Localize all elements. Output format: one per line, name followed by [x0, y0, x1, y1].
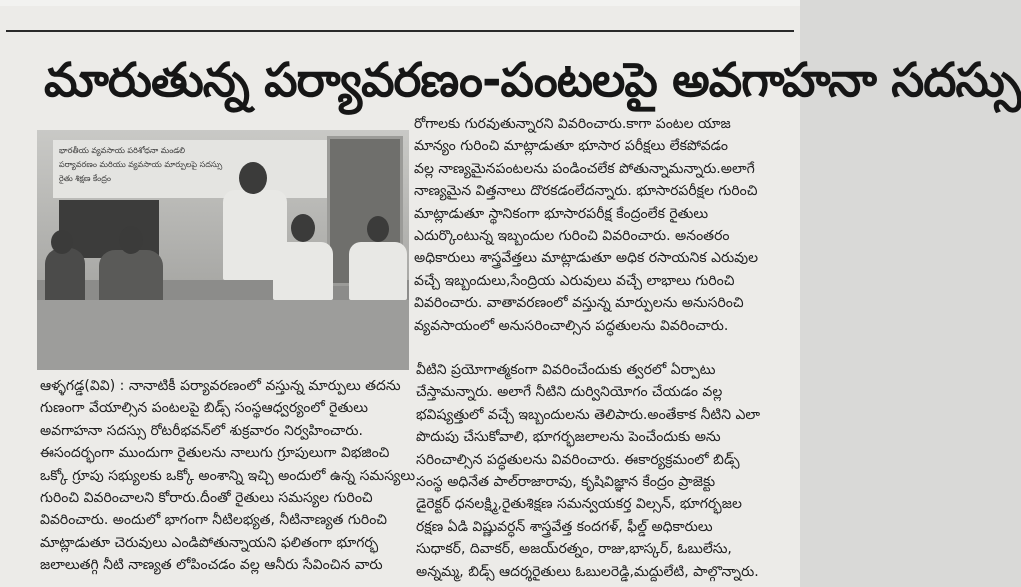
article-line: వివరించారు. వాతావరణంలో వస్తున్న మార్పులను అనుసరించి — [414, 295, 744, 312]
article-line: సంస్థ అధినేత పాల్‌రాజారావు, కృషివిజ్ఞాన కేంద్రం ప్రాజెక్టు — [416, 473, 716, 490]
banner-line: భారతీయ వ్యవసాయ పరిశోధనా మండలి — [59, 146, 186, 155]
article-column-right-top — [414, 113, 786, 337]
article-line: ఒక్కో గ్రూపు సభ్యులకు ఒక్కో అంశాన్ని ఇచ్చి అందులో ఉన్న సమస్యలు — [40, 467, 416, 484]
article-line: రోగాలకు గురవుతున్నారని వివరించారు.కాగా పంటల యాజ — [414, 116, 731, 132]
article-line: వల్ల నాణ్యమైనపంటలను పండించలేక పోతున్నామన్నారు.అలాగే — [414, 160, 755, 177]
article-line: గురించి వివరించాలని కోరారు.దీంతో రైతులు సమస్యల గురించి — [40, 489, 373, 506]
article-line: ఆళ్ళగడ్డ(వివి) : నానాటికీ పర్యావరణంలో వస్తున్న మార్పులు తదను — [40, 378, 401, 394]
article-line: డైరెక్టర్ ధనలక్ష్మి,రైతుశిక్షణ సమన్వయకర్త విల్సన్, భూగర్భజల — [416, 496, 742, 513]
banner-line: రైతు శిక్షణ కేంద్రం — [59, 174, 111, 183]
article-line: అన్నమ్మ, బిడ్స్ ఆదర్శరైతులు ఓబులరెడ్డి,మద్దులేటి, పాల్గొన్నారు. — [416, 563, 759, 580]
article-line: అధికారులు శాస్త్రవేత్తలు మాట్లాడుతూ అధిక రసాయనిక ఎరువుల — [414, 250, 759, 267]
article-line: భవిష్యత్తులో వచ్చే ఇబ్బందులను తెలిపారు.అంతేకాక నీటిని ఎలా — [416, 406, 761, 423]
table-cloth — [37, 300, 409, 370]
article-line: సుధాకర్, దివాకర్, అజయ్‌రత్నం, రాజు,భాస్కర్, ఓబులేసు, — [416, 541, 732, 558]
seated-person — [45, 248, 85, 308]
article-column-left — [40, 375, 416, 577]
article-line: పొదుపు చేసుకోవాలి, భూగర్భజలాలను పెంచేందుకు అను — [416, 429, 721, 446]
article-line: మాట్లాడుతూ చెరువులు ఎండిపోతున్నాయని ఫలితంగా భూగర్భ — [40, 534, 379, 551]
article-line: మాట్లాడుతూ స్థానికంగా భూసారపరీక్ష కేంద్రంలేక రైతులు — [414, 205, 709, 222]
article-line: గుణంగా వేయాల్సిన పంటలపై బిడ్స్ సంస్థఆధ్వర్యంలో రైతులు — [40, 400, 368, 417]
banner-line: పర్యావరణం మరియు వ్యవసాయ మార్పులపై సదస్సు — [59, 160, 223, 169]
photo-banner — [53, 140, 333, 198]
article-line: వీటిని ప్రయోగాత్మకంగా వివరించేందుకు త్వరలో ఏర్పాటు — [416, 362, 716, 378]
top-margin — [0, 0, 800, 6]
seated-person — [349, 242, 407, 300]
news-photo — [37, 130, 409, 370]
article-line: వ్యవసాయంలో అనుసరించాల్సిన పద్ధతులను వివరించారు. — [414, 317, 729, 334]
article-line: ఎదుర్కొంటున్న ఇబ్బందుల గురించి వివరించారు. అనంతరం — [414, 227, 730, 244]
article-line: వచ్చే ఇబ్బందులు,సేంద్రియ ఎరువులు వచ్చే లాభాలు గురించి — [414, 272, 735, 289]
article-column-right-bottom — [416, 359, 784, 583]
article-line: మాన్యం గురించి మాట్లాడుతూ భూసార పరీక్షలు లేకపోవడం — [414, 138, 728, 155]
seated-person — [273, 242, 333, 300]
seated-person — [99, 250, 163, 306]
article-line: రక్షణ ఏడి విష్ణువర్ధన్ శాస్త్రవేత్త కందగళ్, ఫీల్డ్ అధికారులు — [416, 518, 713, 535]
article-line: చేస్తామన్నారు. అలాగే నీటిని దుర్వినియోగం చేయడం వల్ల — [416, 384, 723, 401]
article-line: సరించాల్సిన పద్ధతులను వివరించారు. ఈకార్యక్రమంలో బిడ్స్ — [416, 451, 740, 468]
article-line: నాణ్యమైన విత్తనాలు దొరకడంలేదన్నారు. భూసారపరీక్షల గురించి — [414, 183, 758, 200]
article-line: జలాలుతగ్గి నీటి నాణ్యత లోపించడం వల్ల ఆనీరు సేవించిన వారు — [40, 557, 383, 574]
article-line: అవగాహనా సదస్సు రోటరీభవన్‌లో శుక్రవారం నిర్వహించారు. — [40, 422, 363, 439]
article-line: ఈసందర్భంగా ముందుగా రైతులను నాలుగు గ్రూపులుగా విభజించి — [40, 445, 390, 462]
headline: మారుతున్న పర్యావరణం-పంటలపై అవగాహనా సదస్సు — [44, 53, 1021, 108]
header-rule — [6, 30, 794, 32]
article-line: వివరించారు. అందులో భాగంగా నీటిలభ్యత, నీటినాణ్యత గురించి — [40, 512, 388, 529]
